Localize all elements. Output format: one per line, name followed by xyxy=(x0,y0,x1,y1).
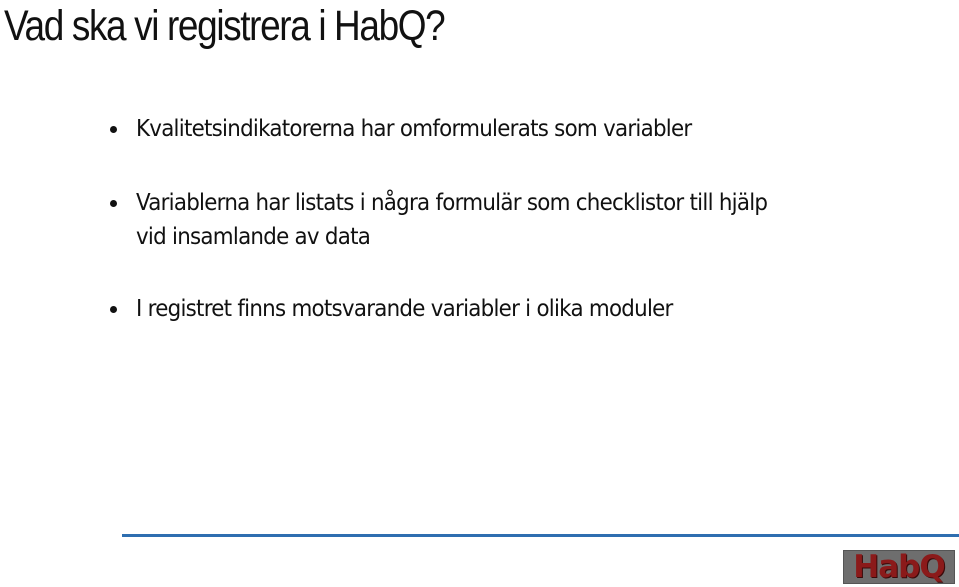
footer-divider xyxy=(122,534,959,537)
bullet-text xyxy=(136,186,767,254)
bullet-text-line: vid insamlande av data xyxy=(136,224,371,250)
bullet-dot-icon xyxy=(110,200,117,207)
bullet-item xyxy=(108,112,938,146)
bullet-list xyxy=(108,112,938,326)
slide-title: Vad ska vi registrera i HabQ? xyxy=(4,2,445,50)
bullet-text-line: Variablerna har listats i några formulär som checklistor till hjälp xyxy=(136,190,768,216)
bullet-dot-icon xyxy=(110,126,117,133)
bullet-text: I registret finns motsvarande variabler i olika moduler xyxy=(136,296,673,322)
bullet-text: Kvalitetsindikatorerna har omformulerats som variabler xyxy=(136,116,692,142)
bullet-dot-icon xyxy=(110,306,117,313)
habq-logo xyxy=(843,550,955,584)
bullet-item xyxy=(108,186,938,254)
bullet-item xyxy=(108,292,938,326)
logo-text: HabQ xyxy=(853,550,945,584)
